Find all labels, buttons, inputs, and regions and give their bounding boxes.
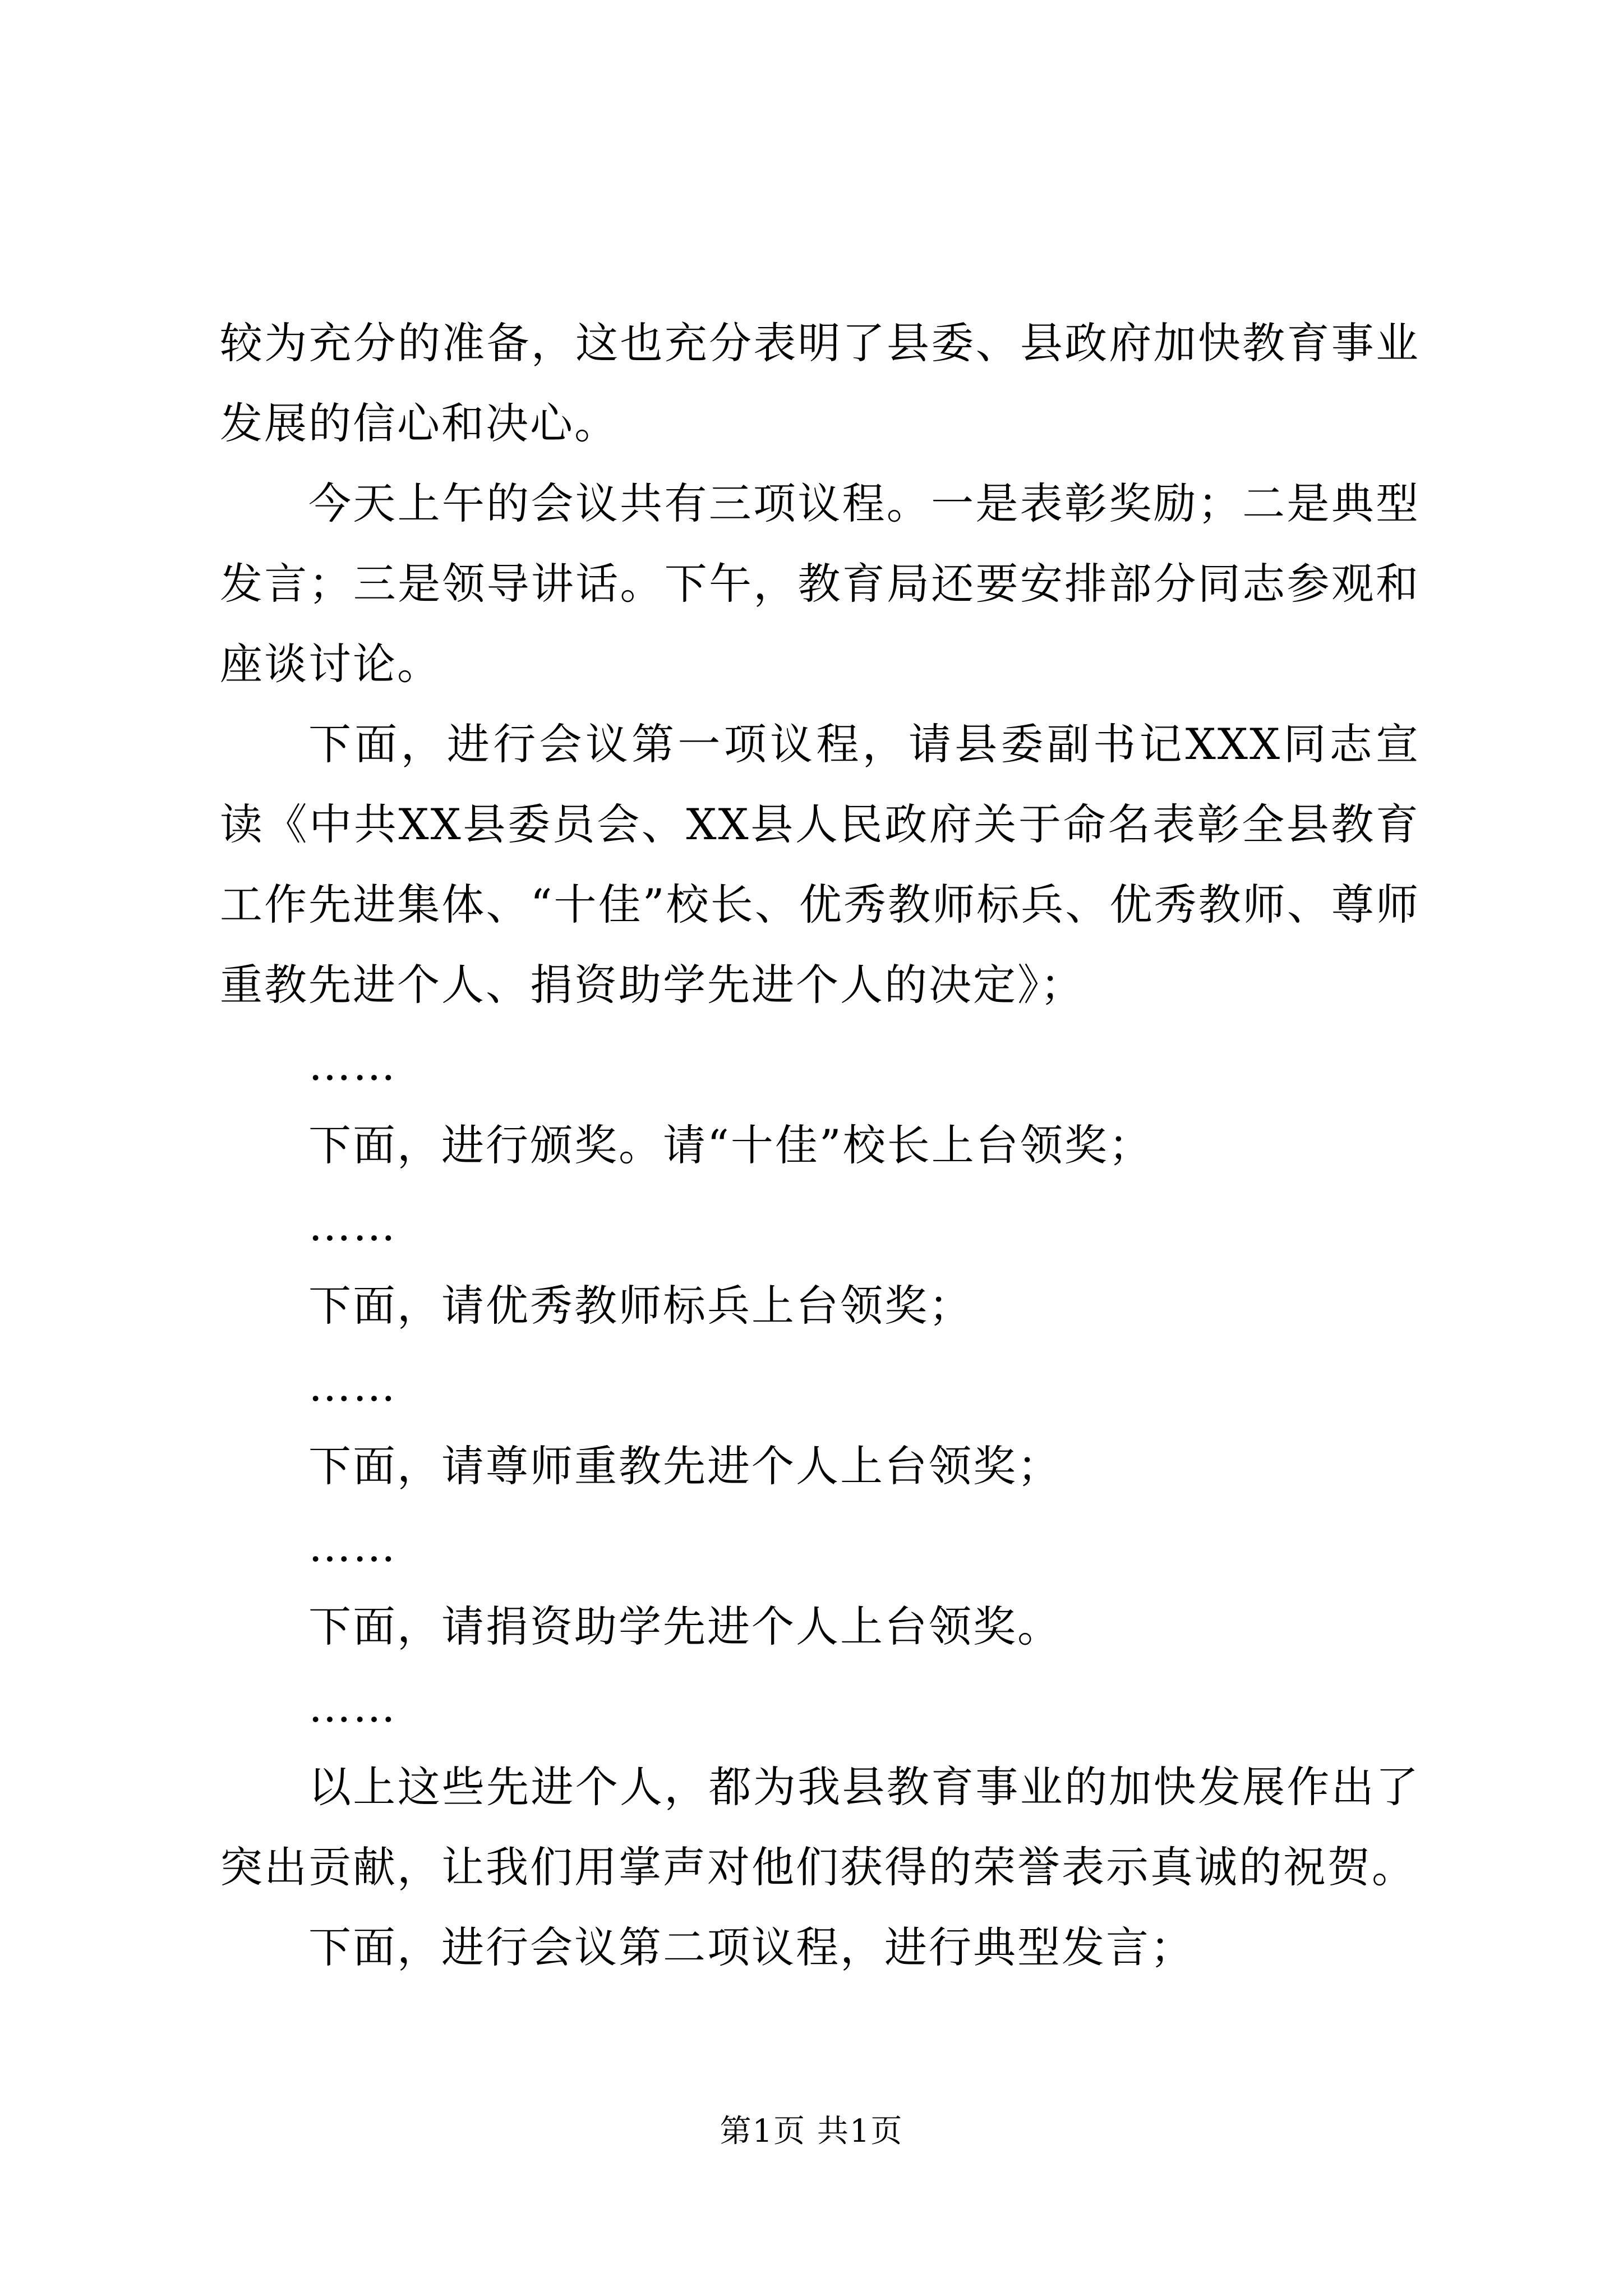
paragraph-award-donors: 下面，请捐资助学先进个人上台领奖。: [308, 1602, 1062, 1651]
paragraph-congratulations: 以上这些先进个人，都为我县教育事业的加快发展作出了突出贡献，让我们用掌声对他们获得的荣誉表示真诚的祝贺。: [220, 1762, 1420, 1892]
paragraph-first-agenda-item: 下面，进行会议第一项议程，请县委副书记XXX同志宣读《中共XX县委员会、XX县人民政府关于命名表彰全县教育工作先进集体、“十佳”校长、优秀教师标兵、优秀教师、尊师重教先进个人、捐资助学先进个人的决定》；: [220, 719, 1420, 1010]
paragraph-second-agenda-item: 下面，进行会议第二项议程，进行典型发言；: [308, 1922, 1195, 1972]
ellipsis-line: ……: [308, 1361, 397, 1411]
document-body: [220, 303, 1420, 1987]
ellipsis-line: ……: [308, 1682, 397, 1732]
paragraph-award-model-teachers: 下面，请优秀教师标兵上台领奖；: [308, 1281, 973, 1331]
paragraph-agenda-overview: 今天上午的会议共有三项议程。一是表彰奖励；二是典型发言；三是领导讲话。下午，教育局还要安排部分同志参观和座谈讨论。: [220, 478, 1420, 689]
ellipsis-line: ……: [308, 1200, 397, 1250]
page-number-footer: 第1页 共1页: [720, 2113, 903, 2150]
ellipsis-line: ……: [308, 1040, 397, 1090]
paragraph-continuation: 较为充分的准备，这也充分表明了县委、县政府加快教育事业发展的信心和决心。: [220, 318, 1420, 448]
paragraph-award-principals: 下面，进行颁奖。请“十佳”校长上台领奖；: [308, 1120, 1153, 1170]
ellipsis-line: ……: [308, 1521, 397, 1571]
paragraph-award-respect-teachers: 下面，请尊师重教先进个人上台领奖；: [308, 1441, 1062, 1491]
